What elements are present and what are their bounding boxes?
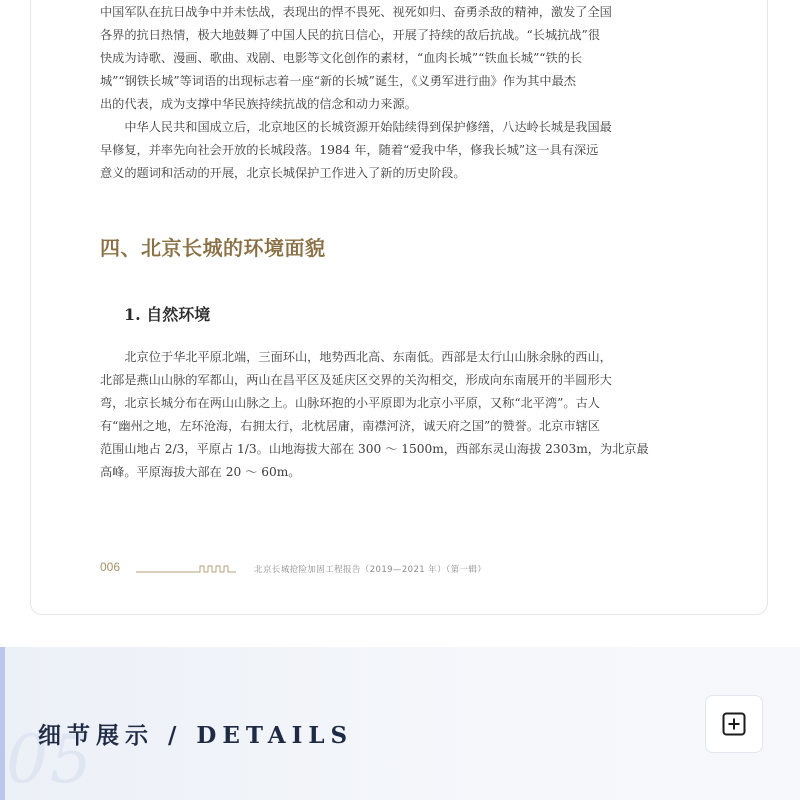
paragraph-anti-japanese-war (100, 1, 636, 116)
text-line: 出的代表，成为支撑中华民族持续抗战的信念和动力来源。 (100, 97, 417, 111)
text-line: 北京位于华北平原北端，三面环山，地势西北高、东南低。西部是太行山山脉余脉的西山， (100, 350, 612, 364)
text-line: 中国军队在抗日战争中并未怯战，表现出的悍不畏死、视死如归、奋勇杀敌的精神，激发了全国 (100, 5, 612, 19)
text-line: 早修复，并率先向社会开放的长城段落。1984 年，随着“爱我中华，修我长城”这一具有深远 (100, 143, 599, 157)
text-line: 城”“钢铁长城”等词语的出现标志着一座“新的长城”诞生，《义勇军进行曲》作为其中最杰 (100, 74, 576, 88)
text-line: 高峰。平原海拔大部在 20 ～ 60m。 (100, 465, 301, 479)
details-section (0, 647, 800, 800)
text-line: 弯，北京长城分布在两山山脉之上。山脉环抱的小平原即为北京小平原，又称“北平湾”。古人 (100, 396, 600, 410)
text-line: 有“幽州之地，左环沧海，右拥太行，北枕居庸，南襟河济，诚天府之国”的赞誉。北京市辖区 (100, 419, 600, 433)
battlement-line-icon (136, 562, 246, 574)
text-line: 快成为诗歌、漫画、歌曲、戏剧、电影等文化创作的素材，“血肉长城”“铁血长城”“铁的长 (100, 51, 583, 65)
paragraph-post-1949-restoration (100, 116, 636, 185)
accent-bar (0, 647, 5, 800)
expand-button[interactable] (705, 695, 763, 753)
page-number: 006 (100, 560, 121, 574)
text-line: 各界的抗日热情，极大地鼓舞了中国人民的抗日信心，开展了持续的敌后抗战。“长城抗战”很 (100, 28, 600, 42)
text-line: 范围山地占 2/3，平原占 1/3。山地海拔大部在 300 ～ 1500m，西部东灵山海拔 2303m，为北京最 (100, 442, 649, 456)
sub-heading: 1. 自然环境 (124, 305, 211, 324)
text-line: 意义的题词和活动的开展，北京长城保护工作进入了新的历史阶段。 (100, 166, 466, 180)
page-footer (100, 560, 640, 576)
section-heading: 四、北京长城的环境面貌 (100, 236, 326, 260)
text-line: 中华人民共和国成立后，北京地区的长城资源开始陆续得到保护修缮，八达岭长城是我国最 (100, 120, 612, 134)
section-number-watermark: 05 (6, 721, 94, 798)
plus-square-icon (721, 711, 747, 737)
running-title: 北京长城抢险加固工程报告（2019—2021 年）（第一辑） (254, 565, 487, 575)
paragraph-natural-environment (100, 346, 649, 484)
details-title: 细节展示 / DETAILS (38, 722, 354, 749)
text-line: 北部是燕山山脉的军都山，两山在昌平区及延庆区交界的关沟相交，形成向东南展开的半圆形大 (100, 373, 612, 387)
